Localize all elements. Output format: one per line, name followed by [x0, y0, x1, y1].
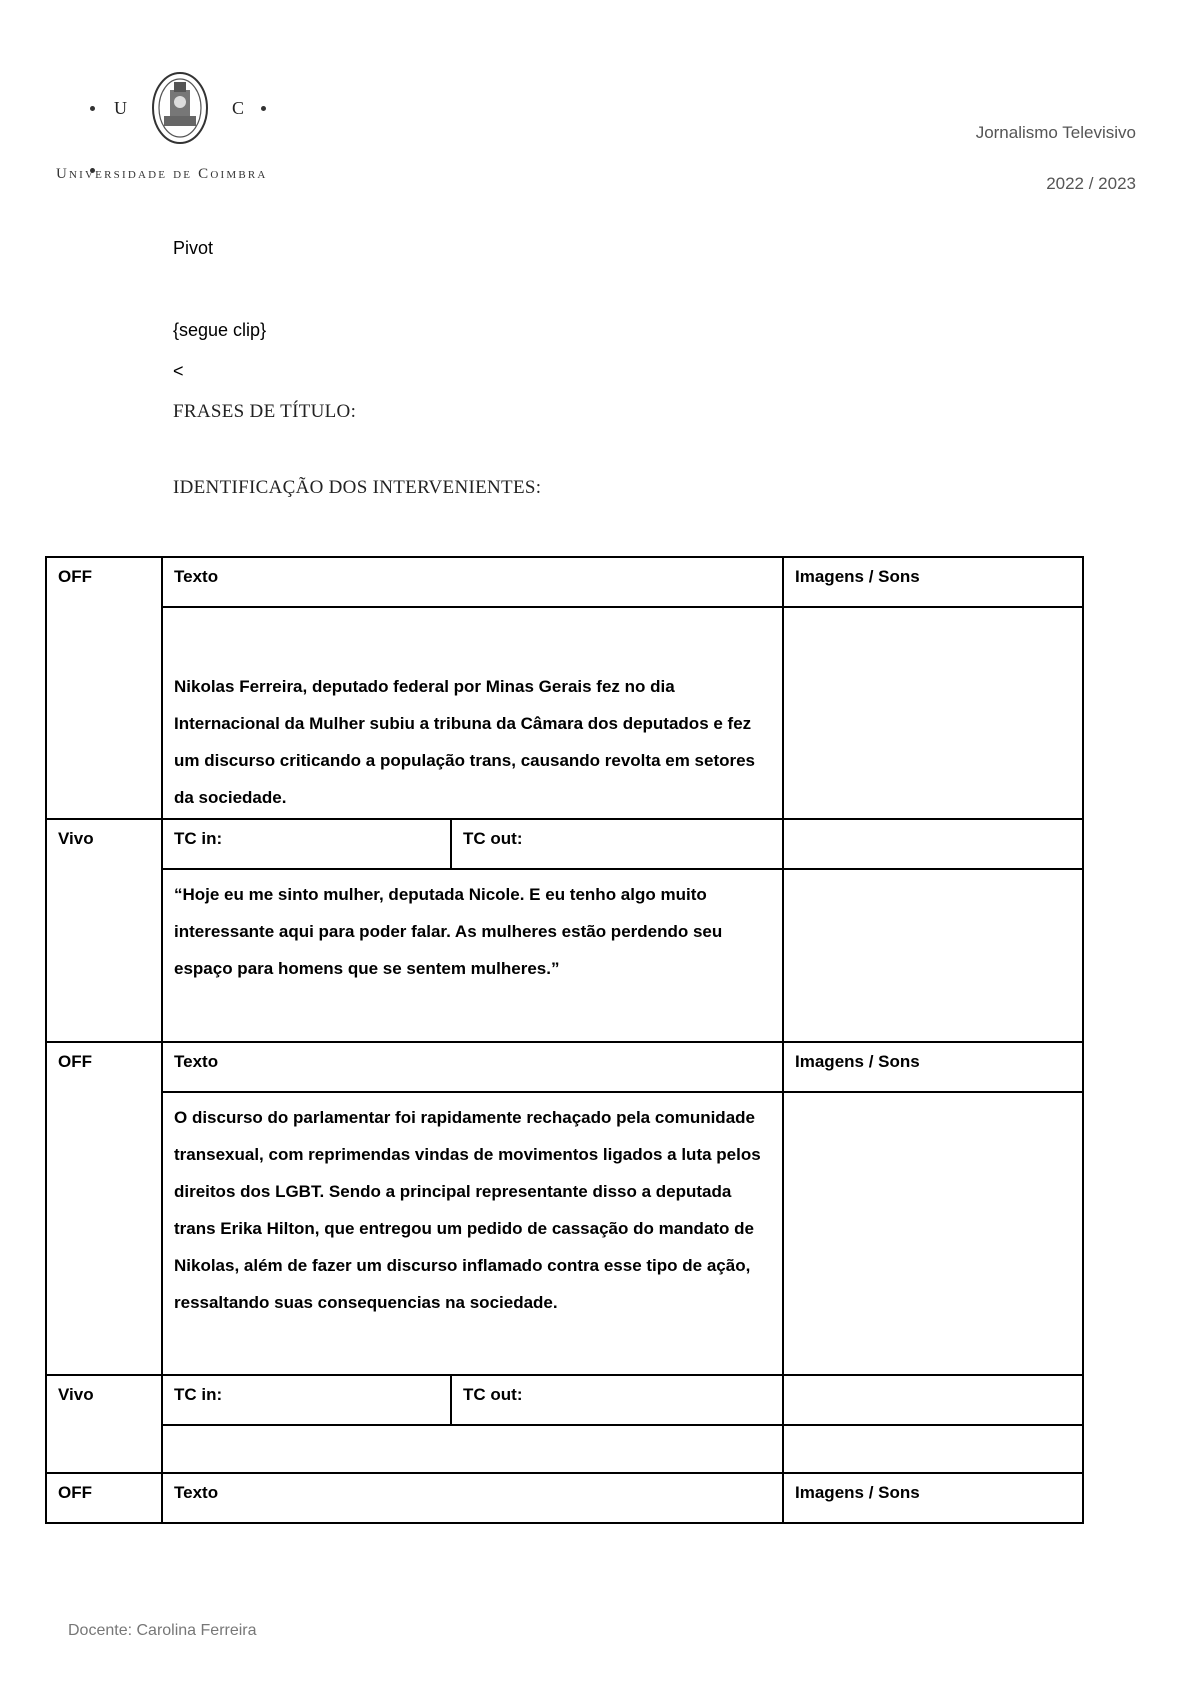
imagens-header: Imagens / Sons: [783, 1042, 1083, 1092]
tc-in-label: TC in:: [162, 819, 451, 869]
lt-marker: <: [173, 361, 184, 381]
vivo-label: Vivo: [46, 1375, 162, 1473]
table-row: [46, 1473, 1083, 1523]
table-row: [46, 869, 1083, 1042]
script-table: [45, 556, 1084, 1524]
table-row: [46, 557, 1083, 607]
images-cell: [783, 1425, 1083, 1473]
pivot-label: Pivot: [173, 238, 214, 258]
academic-year: 2022 / 2023: [1046, 174, 1136, 193]
dot-icon: [90, 106, 95, 111]
imagens-header: Imagens / Sons: [783, 557, 1083, 607]
title-phrases-heading: FRASES DE TÍTULO:: [173, 401, 357, 422]
logo-letter-u: U: [114, 98, 128, 118]
off-label: OFF: [46, 1473, 162, 1523]
logo-letter-c: C: [232, 98, 246, 118]
off-label: OFF: [46, 557, 162, 819]
off-text-1: Nikolas Ferreira, deputado federal por Minas Gerais fez no dia Internacional da Mulher subiu a tribuna da Câmara dos deputados e fez um discurso criticando a população trans, causando revolta em setores da sociedade.: [162, 607, 783, 819]
table-row: [46, 607, 1083, 819]
table-row: [46, 819, 1083, 869]
table-row: [46, 1042, 1083, 1092]
table-row: [46, 1375, 1083, 1425]
university-name: Universidade de Coimbra: [56, 166, 268, 182]
vivo-quote-1: “Hoje eu me sinto mulher, deputada Nicole. E eu tenho algo muito interessante aqui para poder falar. As mulheres estão perdendo seu espaço para homens que se sentem mulheres.”: [162, 869, 783, 1042]
footer-docente: Docente: Carolina Ferreira: [68, 1622, 257, 1639]
clip-note: {segue clip}: [173, 320, 267, 340]
imagens-header: Imagens / Sons: [783, 1473, 1083, 1523]
university-logo: [56, 70, 306, 190]
texto-header: Texto: [162, 1042, 783, 1092]
course-title: Jornalismo Televisivo: [975, 123, 1136, 142]
off-text-2: O discurso do parlamentar foi rapidamente rechaçado pela comunidade transexual, com reprimendas vindas de movimentos ligados a luta pelos direitos dos LGBT. Sendo a principal representante disso a deputada trans Erika Hilton, que entregou um pedido de cassação do mandato de Nikolas, além de fazer um discurso inflamado contra esse tipo de ação, ressaltando suas consequencias na sociedade.: [162, 1092, 783, 1375]
images-cell: [783, 869, 1083, 1042]
images-cell: [783, 1092, 1083, 1375]
university-seal-icon: [150, 70, 210, 146]
table-row: [46, 1092, 1083, 1375]
tc-in-label: TC in:: [162, 1375, 451, 1425]
table-row: [46, 1425, 1083, 1473]
tc-out-label: TC out:: [451, 819, 783, 869]
dot-icon: [261, 106, 266, 111]
texto-header: Texto: [162, 1473, 783, 1523]
images-cell: [783, 819, 1083, 869]
texto-header: Texto: [162, 557, 783, 607]
off-label: OFF: [46, 1042, 162, 1375]
tc-out-label: TC out:: [451, 1375, 783, 1425]
images-cell: [783, 607, 1083, 819]
images-cell: [783, 1375, 1083, 1425]
vivo-label: Vivo: [46, 819, 162, 1042]
vivo-quote-2: [162, 1425, 783, 1473]
participants-heading: IDENTIFICAÇÃO DOS INTERVENIENTES:: [173, 477, 542, 498]
